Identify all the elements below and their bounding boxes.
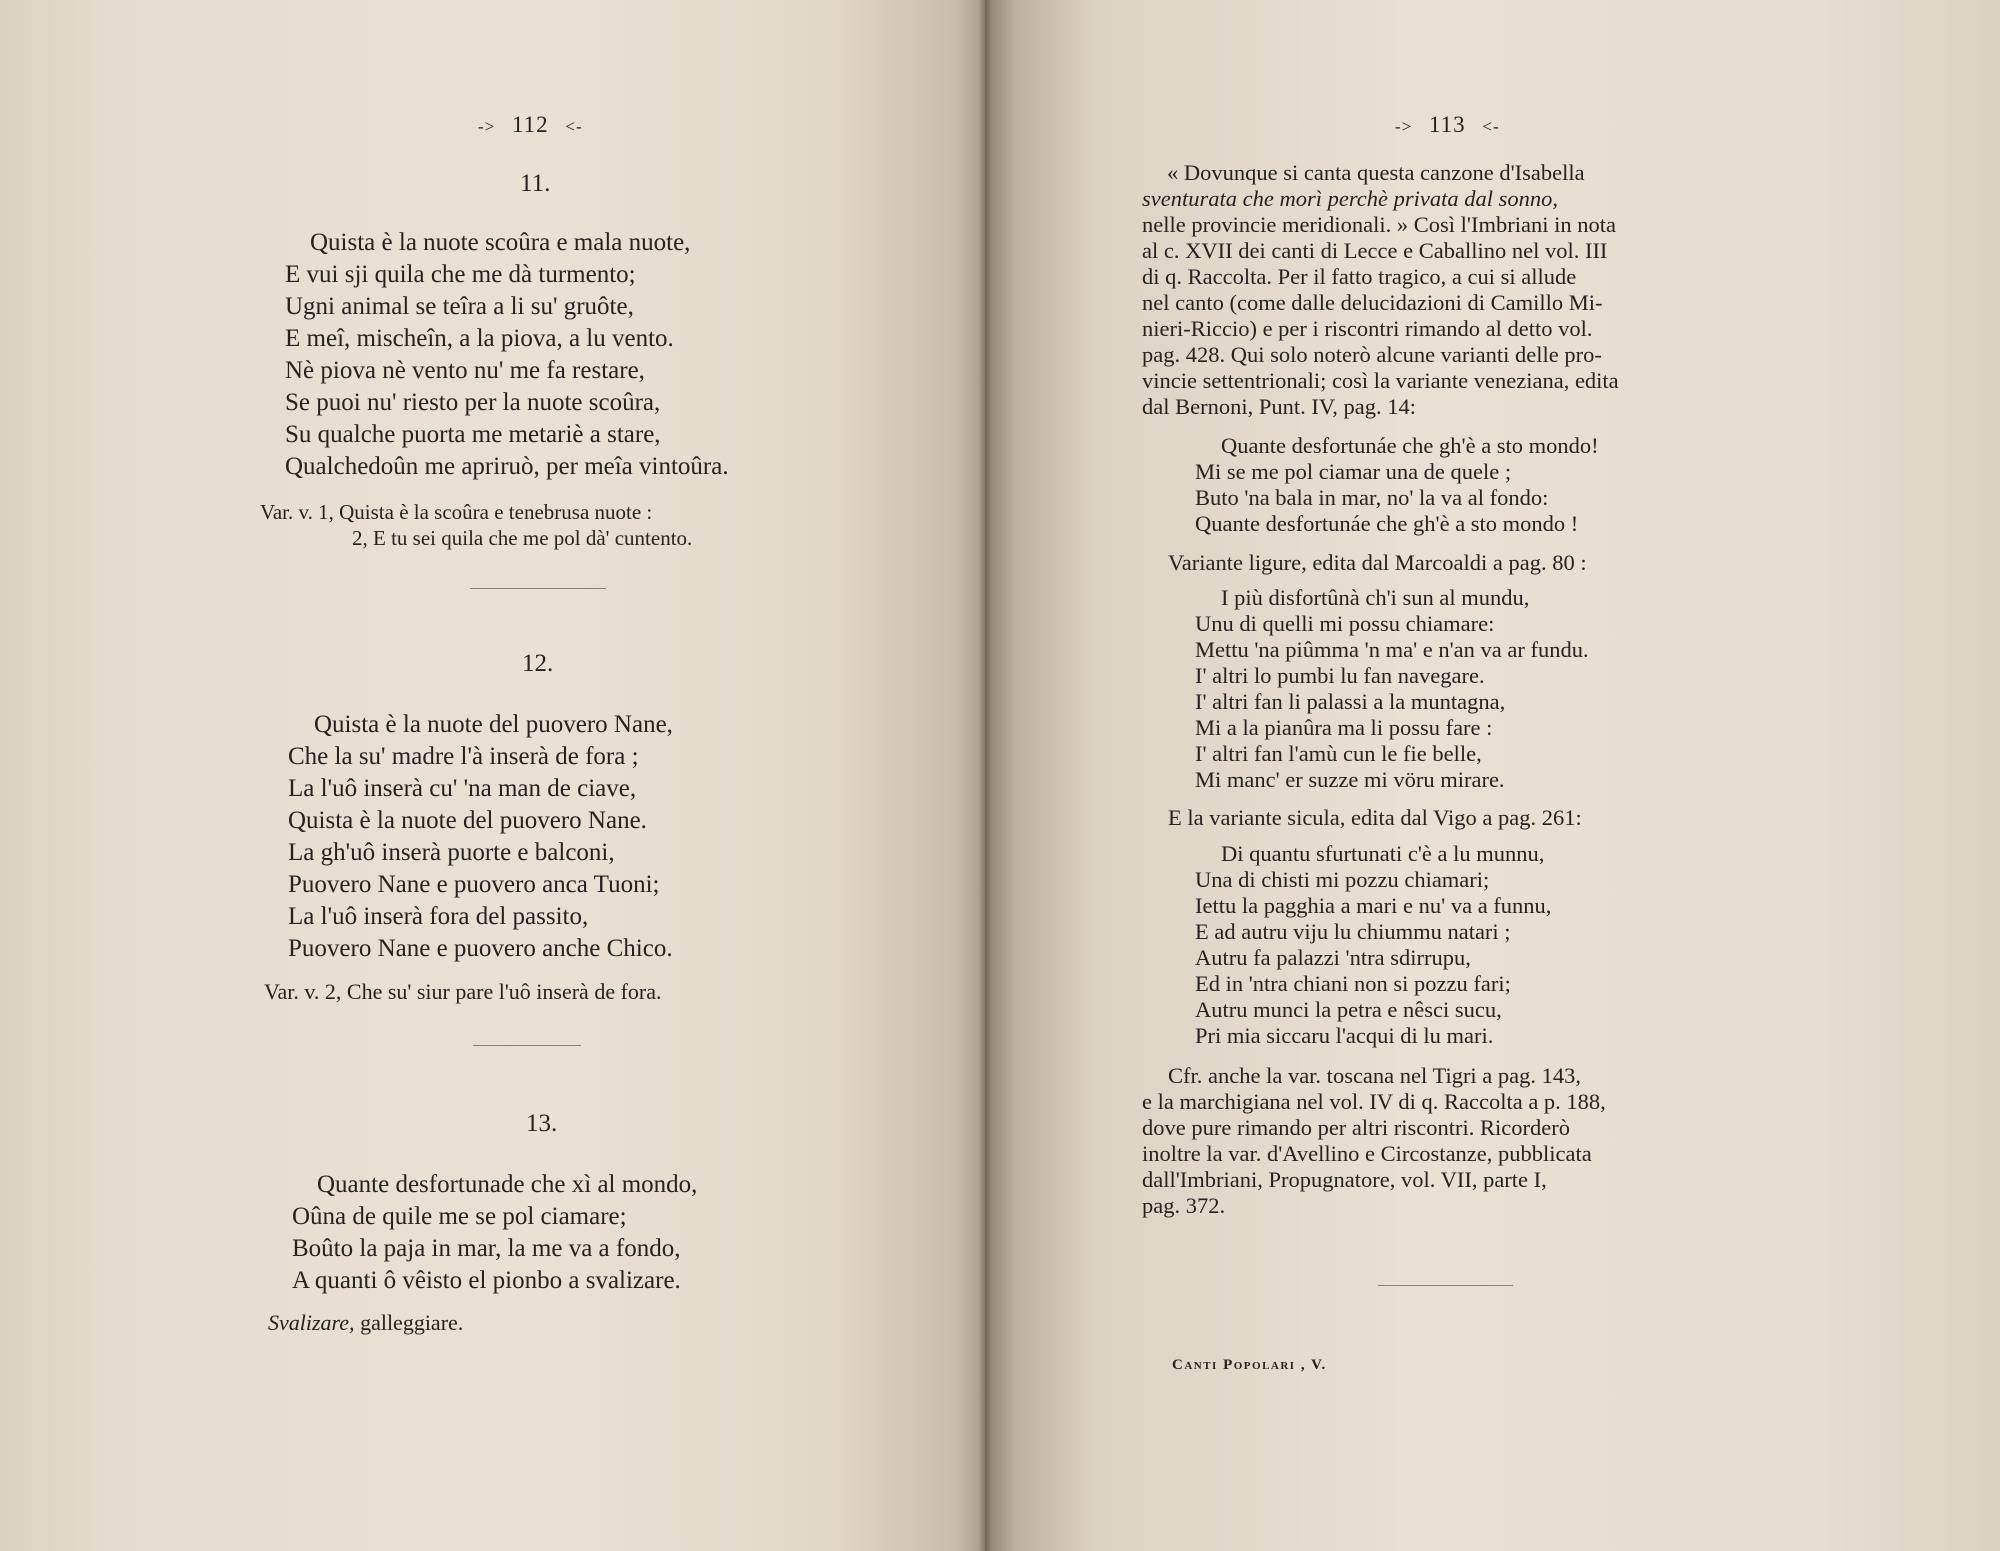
gloss-definition: galleggiare. <box>360 1310 464 1335</box>
verse-line: I più disfortûnà ch'i sun al mundu, <box>1221 585 1530 610</box>
sicilian-variant-verse <box>1195 841 1551 1049</box>
verse-line: Quante desfortunáe che gh'è a sto mondo ! <box>1195 511 1579 536</box>
verse-line: I' altri fan l'amù cun le fie belle, <box>1195 741 1482 766</box>
verse-line: Quista è la nuote del puovero Nane. <box>288 807 647 834</box>
verse-line: A quanti ô vêisto el pionbo a svalizare. <box>292 1267 681 1294</box>
right-page-header <box>1395 112 1500 138</box>
prose-line: nel canto (come dalle delucidazioni di Camillo Mi- <box>1142 290 1603 315</box>
poem-13-verse <box>292 1169 697 1297</box>
left-page-header <box>478 112 583 138</box>
verse-line: Iettu la pagghia a mari e nu' va a funnu, <box>1195 893 1552 918</box>
verse-line: Autru fa palazzi 'ntra sdirrupu, <box>1195 945 1471 970</box>
verse-line: Buto 'na bala in mar, no' la va al fondo: <box>1195 485 1549 510</box>
section-divider <box>470 588 606 589</box>
poem-13-number: 13. <box>526 1110 558 1137</box>
venetian-variant-verse <box>1195 433 1599 537</box>
verse-line: Pri mia siccaru l'acqui di lu mari. <box>1195 1023 1494 1048</box>
verse-line: Una di chisti mi pozzu chiamari; <box>1195 867 1490 892</box>
poem-13-gloss <box>268 1310 463 1336</box>
prose-line: vincie settentrionali; così la variante veneziana, edita <box>1142 368 1619 393</box>
prose-line: al c. XVII dei canti di Lecce e Caballino nel vol. III <box>1142 238 1608 263</box>
intro-paragraph <box>1142 160 1742 420</box>
verse-line: Puovero Nane e puovero anche Chico. <box>288 935 673 962</box>
prose-line: « Dovunque si canta questa canzone d'Isabella <box>1167 160 1585 185</box>
verse-line: Quista è la nuote del puovero Nane, <box>314 711 673 738</box>
ligurian-variant-verse <box>1195 585 1589 793</box>
header-arrow-left-icon: -> <box>478 117 496 136</box>
verse-line: Di quantu sfurtunati c'è a lu munnu, <box>1221 841 1545 866</box>
prose-line: nieri-Riccio) e per i riscontri rimando al detto vol. <box>1142 316 1593 341</box>
verse-line: Boûto la paja in mar, la me va a fondo, <box>292 1235 681 1262</box>
section-divider <box>473 1045 581 1046</box>
verse-line: Che la su' madre l'à inserà de fora ; <box>288 743 639 770</box>
verse-line: Quante desfortunade che xì al mondo, <box>317 1171 698 1198</box>
verse-line: La l'uô inserà fora del passito, <box>288 903 589 930</box>
verse-line: Ugni animal se teîra a li su' gruôte, <box>285 293 634 320</box>
verse-line: La l'uô inserà cu' 'na man de ciave, <box>288 775 637 802</box>
verse-line: E ad autru viju lu chiummu natari ; <box>1195 919 1511 944</box>
header-arrow-right-icon: <- <box>565 117 583 136</box>
verse-line: Mi manc' er suzze mi vöru mirare. <box>1195 767 1505 792</box>
book-gutter <box>978 0 992 1551</box>
header-arrow-right-icon: <- <box>1482 117 1500 136</box>
verse-line: Quista è la nuote scoûra e mala nuote, <box>310 229 691 256</box>
poem-12-variant: Var. v. 2, Che su' siur pare l'uô inserà de fora. <box>264 979 662 1004</box>
prose-line: pag. 428. Qui solo noterò alcune varianti delle pro- <box>1142 342 1602 367</box>
verse-line: Ed in 'ntra chiani non si pozzu fari; <box>1195 971 1511 996</box>
verse-line: Mettu 'na piûmma 'n ma' e n'an va ar fundu. <box>1195 637 1589 662</box>
ligurian-intro: Variante ligure, edita dal Marcoaldi a pag. 80 : <box>1168 550 1587 575</box>
gloss-term: Svalizare, <box>268 1310 355 1335</box>
verse-line: Qualchedoûn me apriruò, per meîa vintoûra. <box>285 453 729 480</box>
prose-line: inoltre la var. d'Avellino e Circostanze, pubblicata <box>1142 1141 1592 1166</box>
verse-line: La gh'uô inserà puorte e balconi, <box>288 839 615 866</box>
prose-line: di q. Raccolta. Per il fatto tragico, a cui si allude <box>1142 264 1577 289</box>
variant-line: Var. v. 1, Quista è la scoûra e tenebrusa nuote : <box>260 500 653 524</box>
poem-12-number: 12. <box>522 650 554 677</box>
prose-line: e la marchigiana nel vol. IV di q. Raccolta a p. 188, <box>1142 1089 1606 1114</box>
prose-line: pag. 372. <box>1142 1193 1226 1218</box>
verse-line: Puovero Nane e puovero anca Tuoni; <box>288 871 660 898</box>
right-page <box>985 0 2000 1551</box>
poem-12-verse <box>288 709 673 965</box>
poem-11-number: 11. <box>520 170 551 197</box>
verse-line: Oûna de quile me se pol ciamare; <box>292 1203 627 1230</box>
verse-line: Su qualche puorta me metariè a stare, <box>285 421 661 448</box>
verse-line: Mi a la pianûra ma li possu fare : <box>1195 715 1493 740</box>
verse-line: Nè piova nè vento nu' me fa restare, <box>285 357 645 384</box>
verse-line: Mi se me pol ciamar una de quele ; <box>1195 459 1512 484</box>
page-number-right: 113 <box>1429 112 1466 137</box>
poem-11-variant <box>260 499 692 551</box>
prose-line: dove pure rimando per altri riscontri. Ricorderò <box>1142 1115 1570 1140</box>
sicilian-intro: E la variante sicula, edita dal Vigo a pag. 261: <box>1168 805 1582 830</box>
prose-line: dall'Imbriani, Propugnatore, vol. VII, parte I, <box>1142 1167 1547 1192</box>
prose-line: dal Bernoni, Punt. IV, pag. 14: <box>1142 394 1416 419</box>
header-arrow-left-icon: -> <box>1395 117 1413 136</box>
verse-line: Se puoi nu' riesto per la nuote scoûra, <box>285 389 661 416</box>
section-divider <box>1378 1285 1513 1286</box>
verse-line: I' altri lo pumbi lu fan navegare. <box>1195 663 1485 688</box>
verse-line: Quante desfortunáe che gh'è a sto mondo! <box>1221 433 1599 458</box>
poem-11-verse <box>285 227 729 483</box>
verse-line: E meî, mischeîn, a la piova, a lu vento. <box>285 325 674 352</box>
left-page <box>0 0 985 1551</box>
variant-line: 2, E tu sei quila che me pol dà' cuntento. <box>352 526 693 550</box>
signature-footer: Canti Popolari , V. <box>1172 1357 1327 1373</box>
page-number-left: 112 <box>512 112 549 137</box>
verse-line: E vui sji quila che me dà turmento; <box>285 261 636 288</box>
verse-line: Autru munci la petra e nêsci sucu, <box>1195 997 1502 1022</box>
cfr-paragraph <box>1142 1063 1742 1219</box>
prose-line: nelle provincie meridionali. » Così l'Imbriani in nota <box>1142 212 1616 237</box>
verse-line: Unu di quelli mi possu chiamare: <box>1195 611 1495 636</box>
prose-line: Cfr. anche la var. toscana nel Tigri a pag. 143, <box>1168 1063 1582 1088</box>
prose-line: sventurata che morì perchè privata dal sonno, <box>1142 186 1558 211</box>
verse-line: I' altri fan li palassi a la muntagna, <box>1195 689 1506 714</box>
